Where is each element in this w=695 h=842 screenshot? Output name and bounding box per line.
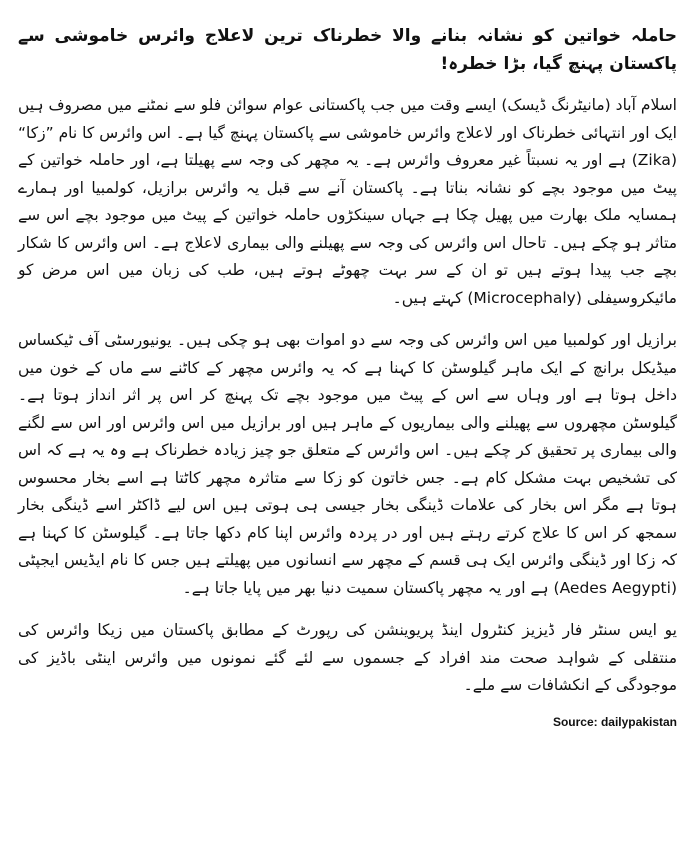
article-headline: حاملہ خواتین کو نشانہ بنانے والا خطرناک ترین لاعلاج وائرس خاموشی سے پاکستان پہنچ گیا، بڑا خطرہ! xyxy=(18,26,677,74)
article-paragraph-2: برازیل اور کولمبیا میں اس وائرس کی وجہ سے دو اموات بھی ہو چکی ہیں۔ یونیورسٹی آف ٹیکساس میڈیکل برانچ کے ایک ماہر گیلوسٹن کا کہنا ہے کہ یہ وائرس مچھر کے کاٹنے سے ماں کے خون میں داخل ہوتا ہے اور وہاں سے اس کے پیٹ میں موجود بچے تک پہنچ کر اس پر اثر انداز ہوتا ہے۔ گیلوسٹن مچھروں سے پھیلنے والی بیماریوں کے ماہر ہیں اور برازیل میں اس وائرس اور اس سے لگنے والی بیماری پر تحقیق کر چکے ہیں۔ اس وائرس کے متعلق جو چیز زیادہ خطرناک ہے وہ یہ ہے کہ اس کی تشخیص بہت مشکل کام ہے۔ جس خاتون کو زکا سے متاثرہ مچھر کاٹتا ہے اسے بخار محسوس ہوتا ہے مگر اس بخار کی علامات ڈینگی بخار جیسی ہی ہوتی ہیں اس لیے ڈاکٹر اسے ڈینگی بخار سمجھ کر اس کا علاج کرتے رہتے ہیں اور در پردہ وائرس اپنا کام دکھا جاتا ہے۔ گیلوسٹن کا کہنا ہے کہ زکا اور ڈینگی وائرس ایک ہی قسم کے مچھر سے انسانوں میں پھیلتے ہیں جس کا نام ایڈیس ایجپٹی (Aedes Aegypti) ہے اور یہ مچھر پاکستان سمیت دنیا بھر میں پایا جاتا ہے۔ xyxy=(18,331,677,597)
source-credit: Source: dailypakistan xyxy=(552,714,677,729)
article-paragraph-1: اسلام آباد (مانیٹرنگ ڈیسک) ایسے وقت میں جب پاکستانی عوام سوائن فلو سے نمٹنے میں مصروف ہیں ایک اور انتہائی خطرناک اور لاعلاج وائرس خاموشی سے پاکستان پہنچ گیا ہے۔ اس وائرس کا نام ”زکا“ (Zika) ہے اور یہ نسبتاً غیر معروف وائرس ہے۔ یہ مچھر کی وجہ سے پھیلتا ہے، اور حاملہ خواتین کے پیٹ میں موجود بچے کو نشانہ بناتا ہے۔ پاکستان آنے سے قبل یہ وائرس برازیل، کولمبیا اور ہمارے ہمسایہ ملک بھارت میں پھیل چکا ہے جہاں سینکڑوں حاملہ خواتین کے پیٹ میں موجود بچے اس سے متاثر ہو چکے ہیں۔ تاحال اس وائرس کی وجہ سے پھیلنے والی بیماری لاعلاج ہے۔ اس وائرس کا شکار بچے جب پیدا ہوتے ہیں تو ان کے سر بہت چھوٹے ہوتے ہیں، طب کی زبان میں اس مرض کو مائیکروسیفلی (Microcephaly) کہتے ہیں۔ xyxy=(18,96,677,307)
article-paragraph-3: یو ایس سنٹر فار ڈیزیز کنٹرول اینڈ پریوینشن کی رپورٹ کے مطابق پاکستان میں زیکا وائرس کی منتقلی کے شواہد صحت مند افراد کے جسموں سے لئے گئے نمونوں میں وائرس اینٹی باڈیز کی موجودگی کے انکشافات سے ملے۔ xyxy=(18,621,677,694)
